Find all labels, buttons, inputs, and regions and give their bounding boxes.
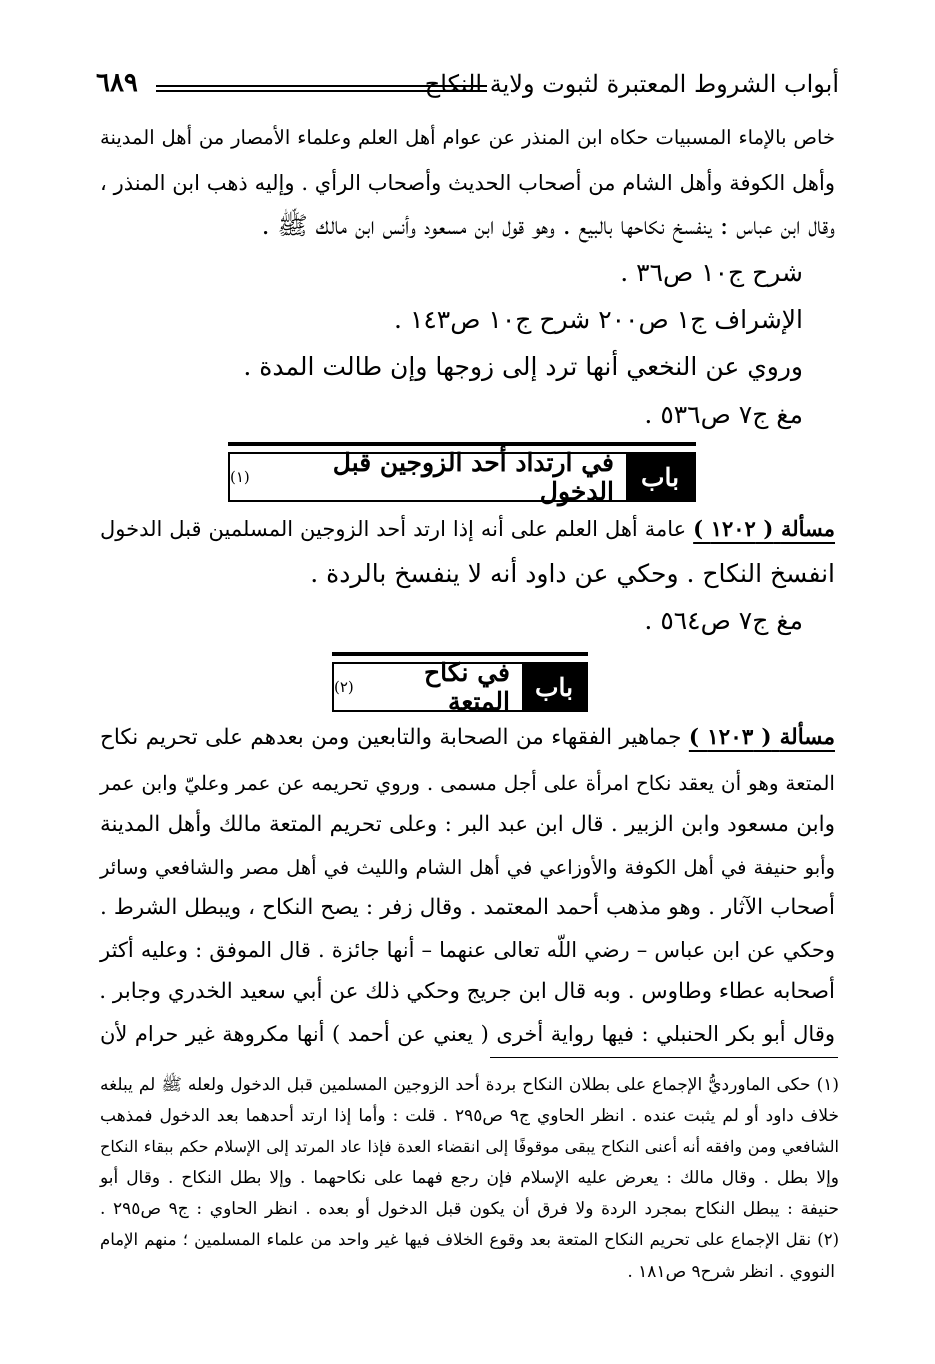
paragraph-line: وحكي عن ابن عباس – رضي اللّه تعالى عنهما – أنها جائزة . قال الموفق : وعليه أكثر xyxy=(100,938,835,962)
page-number: ٦٨٩ xyxy=(96,68,138,98)
footnote-marker: (٢) xyxy=(334,678,354,696)
section-heading-frame xyxy=(228,448,696,506)
masala-label xyxy=(693,516,835,541)
masala-text: جماهير الفقهاء من الصحابة والتابعين ومن بعدهم على تحريم نكاح xyxy=(100,725,682,750)
bab-label: باب xyxy=(522,664,586,710)
section-heading-apostasy xyxy=(228,442,696,506)
section-title xyxy=(230,448,614,506)
masala-text: عامة أهل العلم على أنه إذا ارتد أحد الزوجين المسلمين قبل الدخول xyxy=(100,517,687,541)
section-heading-frame xyxy=(332,658,588,716)
section-title xyxy=(334,658,510,716)
section-title-text: في ارتداد أحد الزوجين قبل الدخول xyxy=(332,448,614,506)
reference-line: مغ ج٧ ص٥٣٦ . xyxy=(644,400,803,429)
header-double-rule xyxy=(156,85,487,92)
paragraph-line: خاص بالإماء المسبيات حكاه ابن المنذر عن عوام أهل العلم وعلماء الأمصار من أهل المدينة xyxy=(100,126,835,149)
masala-word: مسألة xyxy=(779,725,835,750)
paragraph-line: وأهل الكوفة وأهل الشام من أصحاب الحديث وأصحاب الرأي . وإليه ذهب ابن المنذر ، xyxy=(100,171,835,195)
footnote-line: (٢) نقل الإجماع على تحريم النكاح المتعة بعد وقوع الخلاف فيها غير واحد من علماء المسلمين ؛ منهم الإمام xyxy=(100,1230,839,1249)
footnote-line: حنيفة : يبطل النكاح بمجرد الردة ولا فرق أن يكون قبل الدخول أو بعده . انظر الحاوي : ج٩ ص٢٩٥ . xyxy=(100,1199,839,1219)
section-title-text: في نكاح المتعة xyxy=(423,658,510,716)
footnote-marker: (١) xyxy=(230,468,250,486)
footnote-line: خلاف داود أو لم يثبت عنده . انظر الحاوي ج٩ ص٢٩٥ . قلت : وأما إذا ارتد أحدهما بعد الدخول فمذهب xyxy=(100,1106,839,1126)
paragraph-line: وقال ابن عباس : ينفسخ نكاحها بالبيع . وهو قول ابن مسعود وأنس ابن مالك ﷺ . xyxy=(261,211,835,240)
masala-number: ( ١٢٠٣ ) xyxy=(688,725,772,750)
paragraph-line: وأبو حنيفة في أهل الكوفة والأوزاعي في أهل الشام والليث في أهل مصر والشافعي وسائر xyxy=(100,856,835,879)
reference-line: وروي عن النخعي أنها ترد إلى زوجها وإن طالت المدة . xyxy=(243,352,803,381)
paragraph-line: وابن مسعود وابن الزبير . قال ابن عبد البر : وعلى تحريم المتعة مالك وأهل المدينة xyxy=(100,812,835,837)
masala-line xyxy=(100,509,835,549)
section-heading-mutah xyxy=(332,652,588,716)
masala-number: ( ١٢٠٢ ) xyxy=(693,516,774,541)
masala-word: مسألة xyxy=(780,516,836,541)
footnote-line: وإلا بطل . وقال مالك : يعرض عليه الإسلام فإن رجع فهما على نكاحهما . وإلا بطل النكاح . وقال أبو xyxy=(100,1168,839,1188)
reference-line: شرح ج١٠ ص٣٦ . xyxy=(620,258,803,287)
bab-label: باب xyxy=(626,454,694,500)
paragraph-line: انفسخ النكاح . وحكي عن داود أنه لا ينفسخ بالردة . xyxy=(310,559,835,588)
running-title: أبواب الشروط المعتبرة لثبوت ولاية النكاح xyxy=(424,70,839,98)
reference-line: مغ ج٧ ص٥٦٤ . xyxy=(644,606,803,635)
masala-line xyxy=(100,718,835,758)
reference-line: الإشراف ج١ ص٢٠٠ شرح ج١٠ ص١٤٣ . xyxy=(394,305,803,334)
paragraph-line: أصحاب الآثار . وهو مذهب أحمد المعتمد . وقال زفر : يصح النكاح ، ويبطل الشرط . xyxy=(100,895,835,920)
paragraph-line: وقال أبو بكر الحنبلي : فيها رواية أخرى ( يعني عن أحمد ) أنها مكروهة غير حرام لأن xyxy=(100,1022,835,1046)
footnote-separator xyxy=(490,1057,838,1058)
paragraph-line: أصحابه عطاء وطاوس . وبه قال ابن جريج وحكي ذلك عن أبي سعيد الخدري وجابر . xyxy=(99,979,835,1004)
footnote-line: (١) حكى الماورديُّ الإجماع على بطلان النكاح بردة أحد الزوجين المسلمين قبل الدخول ولعله ﷺ لم يبلغه xyxy=(100,1075,839,1095)
page-header xyxy=(96,66,839,106)
footnote-line: الشافعي ومن وافقه أنه أعنى النكاح يبقى موقوفًا إلى انقضاء العدة فإذا عاد المرتد إلى الإسلام حكم ببقاء النكاح xyxy=(100,1137,839,1156)
paragraph-line: المتعة وهو أن يعقد نكاح امرأة على أجل مسمى . وروي تحريمه عن عمر وعليّ وابن عمر xyxy=(100,771,835,795)
footnote-line: النووي . انظر شرح٩ ص١٨١ . xyxy=(627,1262,835,1282)
masala-label xyxy=(689,725,835,750)
